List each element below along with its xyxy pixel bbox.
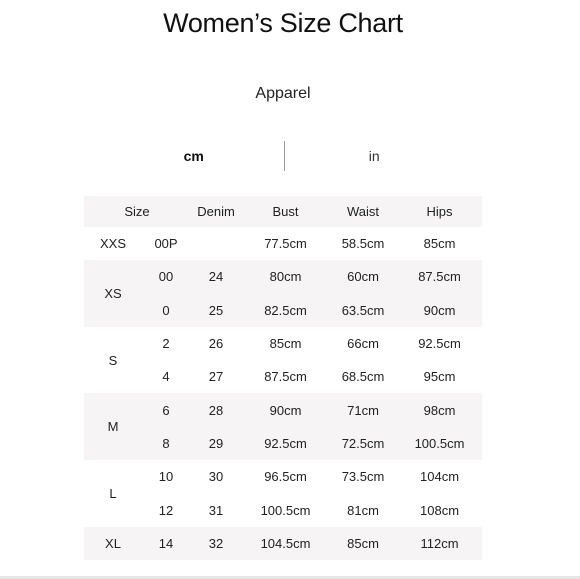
size-table	[84, 196, 482, 560]
unit-toggle	[104, 141, 464, 171]
cell-sub: 00	[158, 269, 174, 285]
cell-hips: 90cm	[423, 302, 456, 318]
cell-denim: 25	[208, 302, 224, 318]
table-row	[84, 227, 482, 260]
cell-bust: 100.5cm	[260, 502, 311, 518]
cell-sub: 4	[162, 369, 170, 385]
cell-size: S	[108, 352, 118, 368]
header-denim: Denim	[197, 204, 235, 219]
cell-denim: 32	[208, 535, 224, 551]
cell-sub: 00P	[154, 236, 178, 252]
cell-waist: 85cm	[347, 535, 379, 551]
cell-hips: 95cm	[423, 369, 456, 385]
cell-denim	[190, 227, 242, 260]
cell-sub: 0	[162, 302, 170, 318]
cell-waist: 73.5cm	[341, 469, 385, 485]
table-row	[84, 294, 482, 327]
table-row	[84, 427, 482, 460]
cell-waist: 63.5cm	[341, 302, 385, 318]
cell-bust: 90cm	[269, 402, 302, 418]
cell-bust: 80cm	[269, 269, 302, 285]
section-title: Apparel	[255, 85, 311, 102]
cell-bust: 92.5cm	[264, 435, 307, 451]
cell-denim: 26	[208, 336, 224, 352]
table-row	[84, 360, 482, 393]
cell-sub: 12	[158, 502, 174, 518]
cell-denim: 31	[208, 502, 224, 518]
cell-hips: 104cm	[420, 469, 460, 485]
cell-sub: 14	[158, 535, 174, 551]
cell-hips: 92.5cm	[418, 336, 461, 352]
cell-waist: 71cm	[347, 402, 379, 418]
cell-waist: 58.5cm	[341, 236, 385, 252]
cell-waist: 60cm	[347, 269, 379, 285]
cell-sub: 10	[158, 469, 174, 485]
unit-option-in[interactable]: in	[368, 148, 380, 164]
cell-hips: 108cm	[420, 502, 460, 518]
header-waist: Waist	[347, 204, 380, 219]
cell-waist: 72.5cm	[341, 435, 385, 451]
table-row	[84, 527, 482, 560]
table-row	[84, 460, 482, 493]
cell-bust: 77.5cm	[264, 236, 307, 252]
cell-denim: 30	[208, 469, 224, 485]
cell-waist: 81cm	[347, 502, 379, 518]
cell-denim: 29	[208, 435, 224, 451]
table-header-row	[84, 196, 482, 227]
unit-option-cm[interactable]: cm	[183, 148, 204, 164]
header-size: Size	[124, 204, 150, 219]
cell-hips: 112cm	[420, 535, 459, 551]
cell-bust: 87.5cm	[264, 369, 307, 385]
table-row	[84, 260, 482, 293]
cell-hips: 87.5cm	[418, 269, 461, 285]
cell-size: M	[107, 419, 119, 435]
page-title: Women’s Size Chart	[163, 8, 403, 38]
table-row	[84, 393, 482, 426]
table-row	[84, 327, 482, 360]
cell-waist: 66cm	[347, 336, 379, 352]
cell-sub: 2	[162, 336, 170, 352]
cell-bust: 104.5cm	[260, 535, 311, 551]
header-hips: Hips	[426, 204, 453, 219]
cell-bust: 82.5cm	[264, 302, 307, 318]
cell-sub: 6	[162, 402, 170, 418]
cell-hips: 98cm	[423, 402, 456, 418]
cell-denim: 28	[208, 402, 224, 418]
cell-denim: 27	[208, 369, 224, 385]
cell-hips: 85cm	[423, 236, 456, 252]
table-row	[84, 493, 482, 526]
cell-size: XXS	[99, 236, 126, 252]
cell-hips: 100.5cm	[414, 435, 465, 451]
cell-size: XL	[105, 535, 121, 551]
cell-sub: 8	[162, 435, 170, 451]
header-bust: Bust	[272, 204, 299, 219]
cell-size: L	[109, 485, 117, 501]
cell-bust: 96.5cm	[264, 469, 307, 485]
cell-waist: 68.5cm	[341, 369, 385, 385]
cell-size: XS	[104, 286, 122, 302]
cell-bust: 85cm	[269, 336, 302, 352]
cell-denim: 24	[208, 269, 224, 285]
